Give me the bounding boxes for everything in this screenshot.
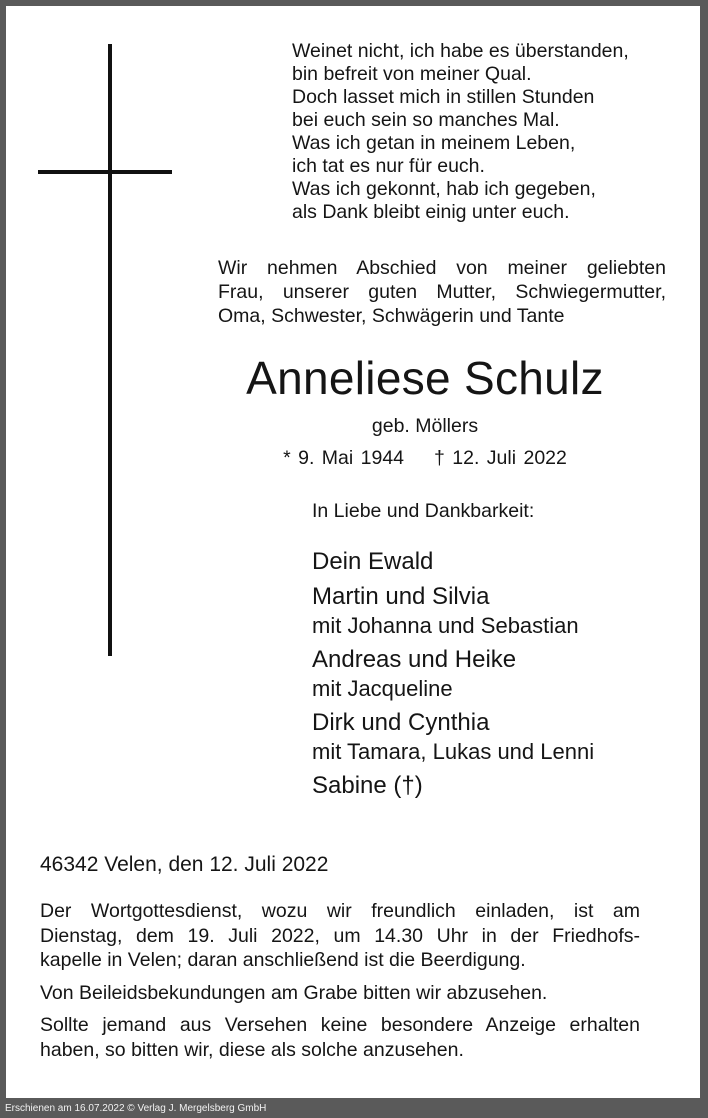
publication-footer xyxy=(0,1100,708,1118)
mourners-list xyxy=(312,546,692,805)
birth-date: * 9. Mai 1944 xyxy=(283,447,405,469)
intro-line: Wir nehmen Abschied von meiner geliebten xyxy=(218,257,666,279)
poem-line: Was ich gekonnt, hab ich gegeben, xyxy=(292,178,596,200)
service-line: Der Wortgottesdienst, wozu wir freundlich einladen, ist am xyxy=(40,900,640,922)
condolence-note xyxy=(40,981,640,1006)
mourner-name: Martin und Silvia xyxy=(312,583,490,610)
service-line: haben, so bitten wir, diese als solche anzusehen. xyxy=(40,1038,464,1061)
poem-line: bin befreit von meiner Qual. xyxy=(292,63,532,85)
thanks-heading: In Liebe und Dankbarkeit: xyxy=(312,500,535,522)
birth-name: geb. Möllers xyxy=(371,415,479,437)
mourner-name: Dirk und Cynthia xyxy=(312,709,490,736)
notice-note xyxy=(40,1013,640,1062)
service-line: kapelle in Velen; daran anschließend ist die Beerdigung. xyxy=(40,949,526,971)
mourner-name: Dein Ewald xyxy=(312,548,434,575)
poem-line: Doch lasset mich in stillen Stunden xyxy=(292,86,595,108)
cross-horizontal-bar xyxy=(38,170,172,174)
intro-line: Frau, unserer guten Mutter, Schwiegermutter, xyxy=(218,281,666,303)
mourner-name: Sabine (†) xyxy=(312,772,423,799)
mourner-group xyxy=(312,581,692,640)
service-info xyxy=(40,899,640,1070)
mourner-group xyxy=(312,546,692,577)
intro-line: Oma, Schwester, Schwägerin und Tante xyxy=(218,305,565,327)
mourner-group xyxy=(312,707,692,766)
mourner-group xyxy=(312,644,692,703)
mourner-children: mit Jacqueline xyxy=(312,676,453,701)
deceased-name: Anneliese Schulz xyxy=(246,352,604,404)
death-date: † 12. Juli 2022 xyxy=(434,447,567,469)
cross-vertical-bar xyxy=(108,44,112,656)
service-paragraph xyxy=(40,899,640,973)
poem-line: Weinet nicht, ich habe es überstanden, xyxy=(292,40,629,62)
mourner-children: mit Tamara, Lukas und Lenni xyxy=(312,739,595,764)
obituary-card xyxy=(6,6,700,1098)
mourner-group xyxy=(312,770,692,801)
mourner-name: Andreas und Heike xyxy=(312,646,517,673)
life-dates xyxy=(156,446,694,470)
poem-line: ich tat es nur für euch. xyxy=(292,155,485,177)
farewell-intro xyxy=(218,256,666,328)
poem-line: Was ich getan in meinem Leben, xyxy=(292,132,576,154)
place-and-date: 46342 Velen, den 12. Juli 2022 xyxy=(40,853,329,876)
poem-line: bei euch sein so manches Mal. xyxy=(292,109,560,131)
service-line: Dienstag, dem 19. Juli 2022, um 14.30 Uhr in der Friedhofs- xyxy=(40,924,640,947)
service-line: Sollte jemand aus Versehen keine besondere Anzeige erhalten xyxy=(40,1014,640,1036)
poem xyxy=(292,40,692,224)
footer-text: Erschienen am 16.07.2022 © Verlag J. Mergelsberg GmbH xyxy=(5,1103,267,1114)
mourner-children: mit Johanna und Sebastian xyxy=(312,613,579,638)
poem-line: als Dank bleibt einig unter euch. xyxy=(292,201,570,223)
service-line: Von Beileidsbekundungen am Grabe bitten wir abzusehen. xyxy=(40,981,548,1004)
